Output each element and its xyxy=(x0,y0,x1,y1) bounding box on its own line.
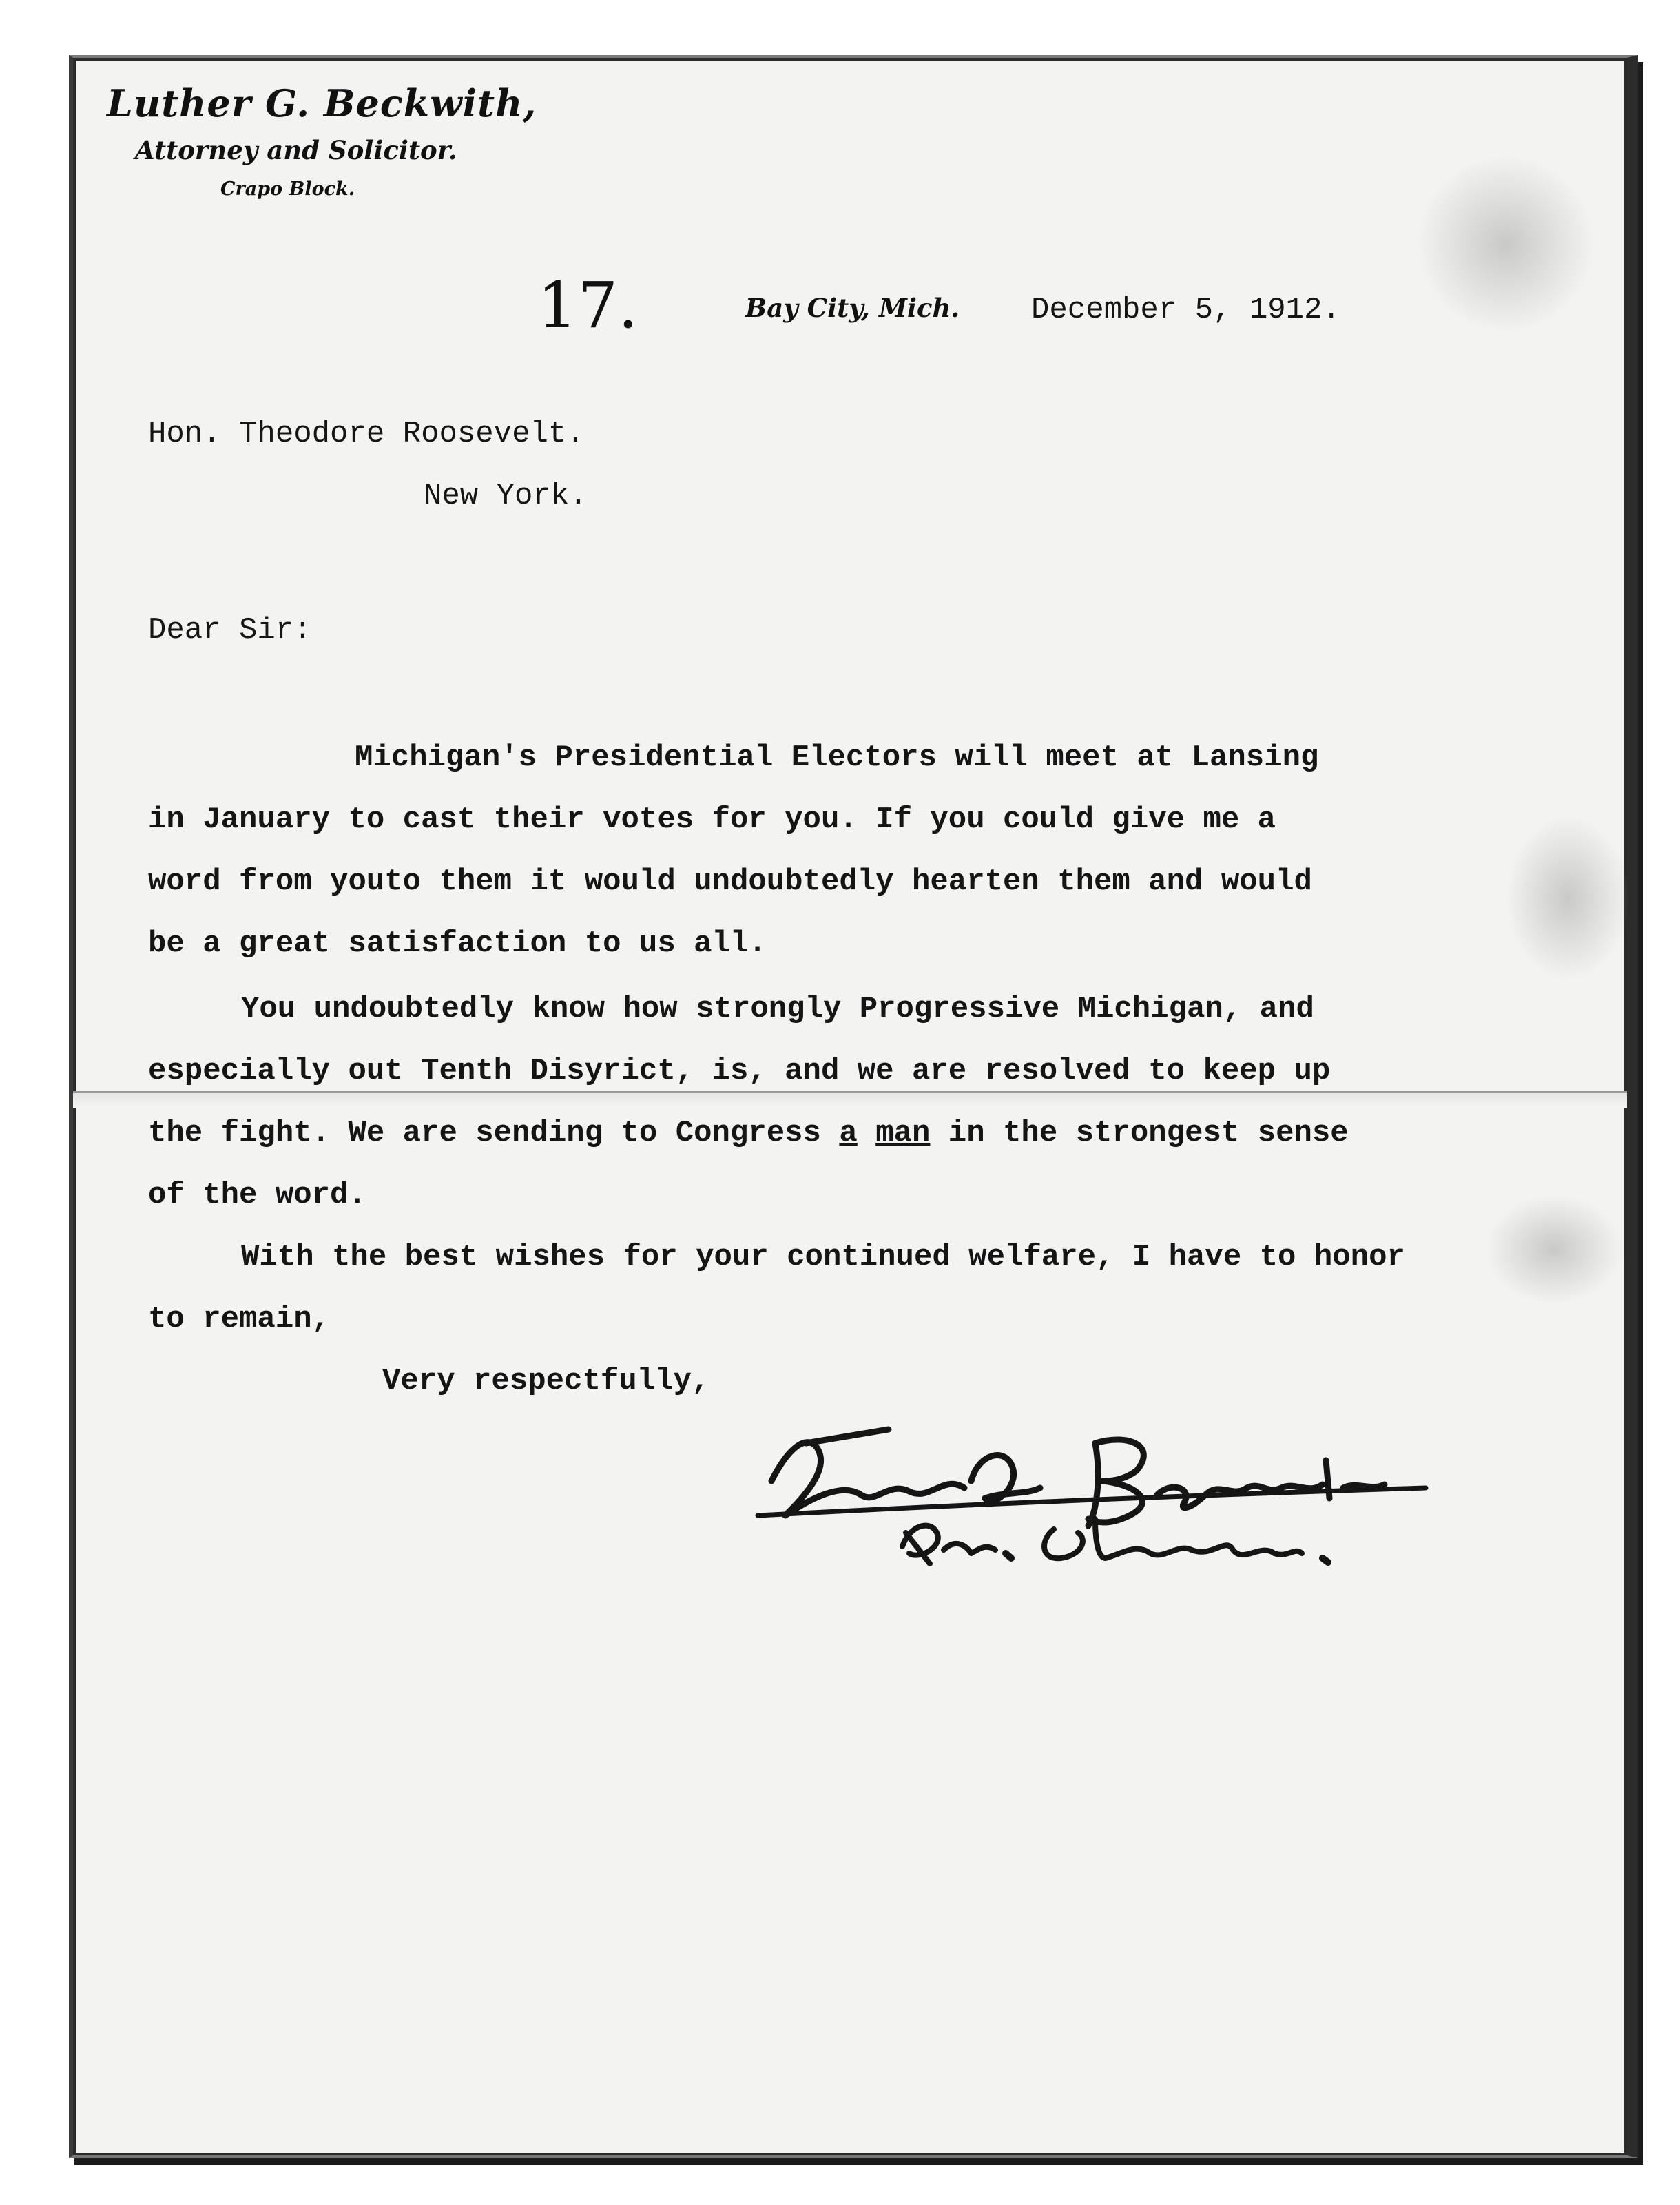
addressee-name: Hon. Theodore Roosevelt. xyxy=(148,417,585,451)
paragraph-line: especially out Tenth Disyrict, is, and we are resolved to keep up xyxy=(148,1054,1331,1088)
paper-fold xyxy=(73,1091,1627,1108)
paragraph-line: be a great satisfaction to us all. xyxy=(148,926,767,961)
letterhead-address: Crapo Block. xyxy=(220,178,355,200)
letterhead-title: Attorney and Solicitor. xyxy=(135,135,457,165)
salutation: Dear Sir: xyxy=(148,613,312,648)
underlined-word: a xyxy=(839,1116,858,1150)
folio-number: 17. xyxy=(537,269,639,342)
paper-stain xyxy=(1485,1194,1623,1305)
paragraph-line: word from youto them it would undoubtedly hearten them and would xyxy=(148,865,1312,899)
text-run: in the strongest sense xyxy=(930,1116,1349,1150)
text-run xyxy=(858,1116,875,1150)
paragraph-line: to remain, xyxy=(148,1302,331,1336)
paragraph-line: of the word. xyxy=(148,1178,366,1212)
letterhead-city: Bay City, Mich. xyxy=(745,293,960,323)
letter-date: December 5, 1912. xyxy=(1031,293,1340,327)
paragraph-line xyxy=(148,1116,1349,1150)
paragraph-line: With the best wishes for your continued welfare, I have to honor xyxy=(241,1240,1405,1274)
letter-sheet xyxy=(69,55,1638,2158)
text-run: the fight. We are sending to Congress xyxy=(148,1116,840,1150)
paragraph-line: in January to cast their votes for you. If you could give me a xyxy=(148,803,1276,837)
paragraph-line: Michigan's Presidential Electors will meet at Lansing xyxy=(355,741,1319,775)
letterhead-name: Luther G. Beckwith, xyxy=(107,81,537,125)
closing: Very respectfully, xyxy=(382,1364,710,1398)
paragraph-line: You undoubtedly know how strongly Progressive Michigan, and xyxy=(241,992,1314,1026)
underlined-word: man xyxy=(875,1116,931,1150)
addressee-city: New York. xyxy=(424,479,588,513)
paper-stain xyxy=(1506,816,1630,981)
paper-stain xyxy=(1416,154,1595,333)
handwritten-signature xyxy=(682,1378,1508,1584)
